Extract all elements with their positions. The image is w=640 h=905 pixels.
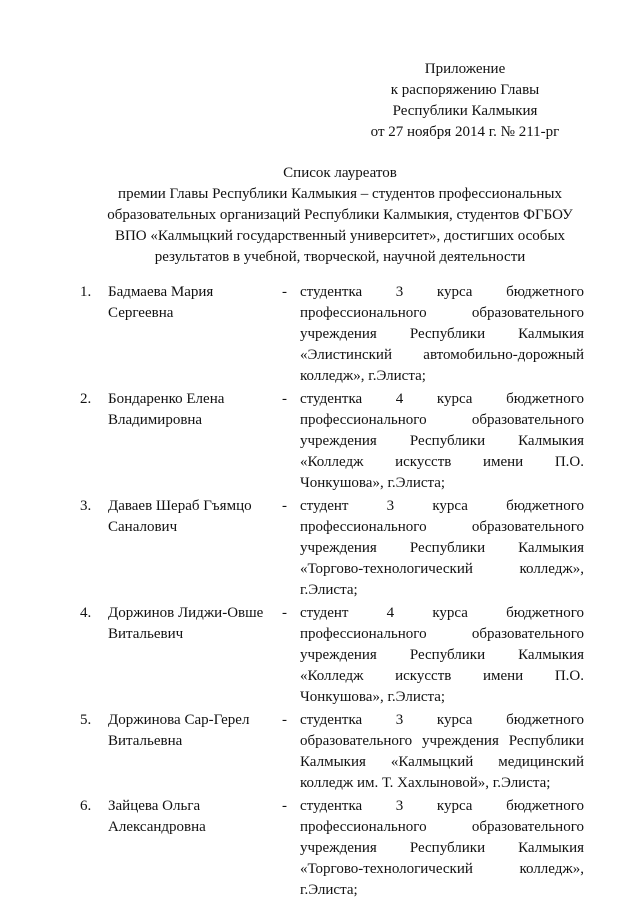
description-word: Калмыкия	[300, 754, 366, 770]
description-line	[300, 517, 584, 538]
item-number: 6.	[80, 798, 92, 814]
description-word: имени	[482, 668, 524, 684]
entry-dash: -	[282, 498, 287, 514]
laureate-surname-given: Зайцева Ольга	[108, 798, 201, 814]
description-word: г.Элиста;	[300, 882, 358, 898]
description-word: бюджетного	[506, 498, 584, 514]
description-word: бюджетного	[506, 798, 584, 814]
laureate-description	[300, 496, 584, 601]
description-word: «Торгово-технологический	[300, 561, 473, 577]
description-word: учреждения	[300, 840, 377, 856]
description-word: 3	[395, 798, 404, 814]
laureate-surname-given: Доржинова Сар-Герел	[108, 712, 250, 728]
list-item	[0, 710, 640, 794]
description-word: учреждения	[300, 433, 377, 449]
description-line	[300, 838, 584, 859]
list-item	[0, 496, 640, 601]
description-word: П.О.	[554, 454, 584, 470]
entry-dash: -	[282, 798, 287, 814]
list-item	[0, 389, 640, 494]
description-line	[300, 559, 584, 580]
description-word: «Колледж	[300, 454, 364, 470]
description-word: образовательного	[471, 519, 584, 535]
description-line	[300, 496, 584, 517]
title-line: результатов в учебной, творческой, научной деятельности	[154, 249, 526, 265]
laureate-patronymic: Александровна	[108, 819, 206, 835]
appendix-line: Приложение	[424, 61, 506, 77]
description-word: курса	[432, 605, 468, 621]
description-line	[300, 796, 584, 817]
description-line	[300, 324, 584, 345]
title-line: премии Главы Республики Калмыкия – студентов профессиональных	[118, 186, 562, 202]
appendix-line: Республики Калмыкия	[392, 103, 538, 119]
laureate-description	[300, 282, 584, 387]
description-word: учреждения	[300, 647, 377, 663]
laureate-surname-given: Бондаренко Елена	[108, 391, 225, 407]
description-word: «Элистинский	[300, 347, 392, 363]
item-number: 5.	[80, 712, 92, 728]
description-word: Калмыкия	[518, 840, 584, 856]
item-number: 3.	[80, 498, 92, 514]
description-line	[300, 538, 584, 559]
description-word: колледж», г.Элиста;	[300, 368, 426, 384]
description-word: профессионального	[300, 626, 427, 642]
description-word: Республики	[409, 840, 486, 856]
description-line	[300, 645, 584, 666]
description-word: учреждения	[300, 326, 377, 342]
description-line	[300, 687, 584, 708]
description-word: колледж»,	[519, 861, 584, 877]
description-word: курса	[432, 498, 468, 514]
laureate-name	[108, 282, 283, 324]
description-word: студентка	[300, 284, 363, 300]
description-line	[300, 773, 584, 794]
description-word: студент	[300, 498, 349, 514]
description-line	[300, 303, 584, 324]
description-word: автомобильно-дорожный	[423, 347, 584, 363]
appendix-header	[340, 59, 590, 143]
description-word: бюджетного	[506, 605, 584, 621]
description-word: профессионального	[300, 519, 427, 535]
description-word: Калмыкия	[518, 540, 584, 556]
description-word: «Калмыцкий	[390, 754, 474, 770]
laureate-name	[108, 603, 283, 645]
list-item	[0, 796, 640, 901]
item-number: 4.	[80, 605, 92, 621]
description-word: 3	[395, 712, 404, 728]
description-line	[300, 710, 584, 731]
description-word: искусств	[395, 454, 452, 470]
description-line	[300, 345, 584, 366]
description-word: студентка	[300, 391, 363, 407]
description-word: искусств	[395, 668, 452, 684]
description-word: Республики	[409, 647, 486, 663]
entry-dash: -	[282, 391, 287, 407]
description-line	[300, 603, 584, 624]
list-item	[0, 603, 640, 708]
title-line: Список лауреатов	[283, 165, 397, 181]
laureate-patronymic: Витальевна	[108, 733, 183, 749]
description-line	[300, 580, 584, 601]
description-line	[300, 731, 584, 752]
description-word: Калмыкия	[518, 326, 584, 342]
description-word: Калмыкия	[518, 647, 584, 663]
title-line: образовательных организаций Республики Калмыкия, студентов ФГБОУ	[107, 207, 573, 223]
description-word: бюджетного	[506, 712, 584, 728]
description-line	[300, 431, 584, 452]
description-word: студентка	[300, 712, 363, 728]
laureate-surname-given: Бадмаева Мария	[108, 284, 214, 300]
laureate-list	[0, 282, 640, 901]
title-line: ВПО «Калмыцкий государственный университет», достигших особых	[114, 228, 566, 244]
description-line	[300, 880, 584, 901]
description-word: г.Элиста;	[300, 582, 358, 598]
description-word: учреждения	[300, 540, 377, 556]
description-word: образовательного	[471, 819, 584, 835]
description-line	[300, 366, 584, 387]
description-word: курса	[436, 712, 473, 728]
entry-dash: -	[282, 712, 287, 728]
description-word: профессионального	[300, 819, 427, 835]
description-word: П.О.	[554, 668, 584, 684]
description-word: колледж им. Т. Хахлыновой», г.Элиста;	[300, 775, 551, 791]
laureate-description	[300, 796, 584, 901]
description-word: «Торгово-технологический	[300, 861, 473, 877]
description-word: Республики	[409, 433, 486, 449]
description-line	[300, 624, 584, 645]
description-line	[300, 389, 584, 410]
laureate-name	[108, 496, 283, 538]
item-number: 1.	[80, 284, 92, 300]
description-word: курса	[436, 798, 473, 814]
description-word: образовательного	[300, 733, 413, 749]
laureate-name	[108, 389, 283, 431]
description-word: медицинский	[498, 754, 584, 770]
description-word: студент	[300, 605, 349, 621]
list-item	[0, 282, 640, 387]
description-word: Чонкушова», г.Элиста;	[300, 475, 446, 491]
description-word: профессионального	[300, 305, 427, 321]
description-word: 4	[395, 391, 404, 407]
laureate-patronymic: Владимировна	[108, 412, 203, 428]
description-word: Чонкушова», г.Элиста;	[300, 689, 446, 705]
laureate-patronymic: Сергеевна	[108, 305, 174, 321]
laureate-surname-given: Доржинов Лиджи-Овше	[108, 605, 264, 621]
description-word: колледж»,	[519, 561, 584, 577]
description-word: профессионального	[300, 412, 427, 428]
description-word: Республики	[409, 326, 486, 342]
description-word: студентка	[300, 798, 363, 814]
laureate-patronymic: Саналович	[108, 519, 178, 535]
laureate-description	[300, 389, 584, 494]
appendix-line: от 27 ноября 2014 г. № 211-рг	[370, 124, 560, 140]
laureate-description	[300, 710, 584, 794]
description-word: 3	[386, 498, 395, 514]
description-line	[300, 817, 584, 838]
description-word: курса	[436, 391, 473, 407]
description-line	[300, 452, 584, 473]
description-word: учреждения	[422, 733, 499, 749]
list-title	[60, 163, 620, 268]
description-line	[300, 752, 584, 773]
description-line	[300, 473, 584, 494]
description-word: образовательного	[471, 626, 584, 642]
description-line	[300, 859, 584, 880]
appendix-line: к распоряжению Главы	[390, 82, 540, 98]
description-line	[300, 282, 584, 303]
description-word: образовательного	[471, 305, 584, 321]
description-word: 4	[386, 605, 395, 621]
entry-dash: -	[282, 284, 287, 300]
description-word: «Колледж	[300, 668, 364, 684]
description-word: бюджетного	[506, 284, 584, 300]
laureate-surname-given: Даваев Шераб Гъямцо	[108, 498, 252, 514]
description-word: бюджетного	[506, 391, 584, 407]
description-line	[300, 666, 584, 687]
entry-dash: -	[282, 605, 287, 621]
description-word: имени	[482, 454, 524, 470]
laureate-patronymic: Витальевич	[108, 626, 184, 642]
description-word: образовательного	[471, 412, 584, 428]
description-word: курса	[436, 284, 473, 300]
laureate-name	[108, 796, 283, 838]
description-word: Республики	[409, 540, 486, 556]
description-word: Республики	[508, 733, 584, 749]
description-line	[300, 410, 584, 431]
item-number: 2.	[80, 391, 92, 407]
laureate-name	[108, 710, 283, 752]
description-word: Калмыкия	[518, 433, 584, 449]
description-word: 3	[395, 284, 404, 300]
laureate-description	[300, 603, 584, 708]
